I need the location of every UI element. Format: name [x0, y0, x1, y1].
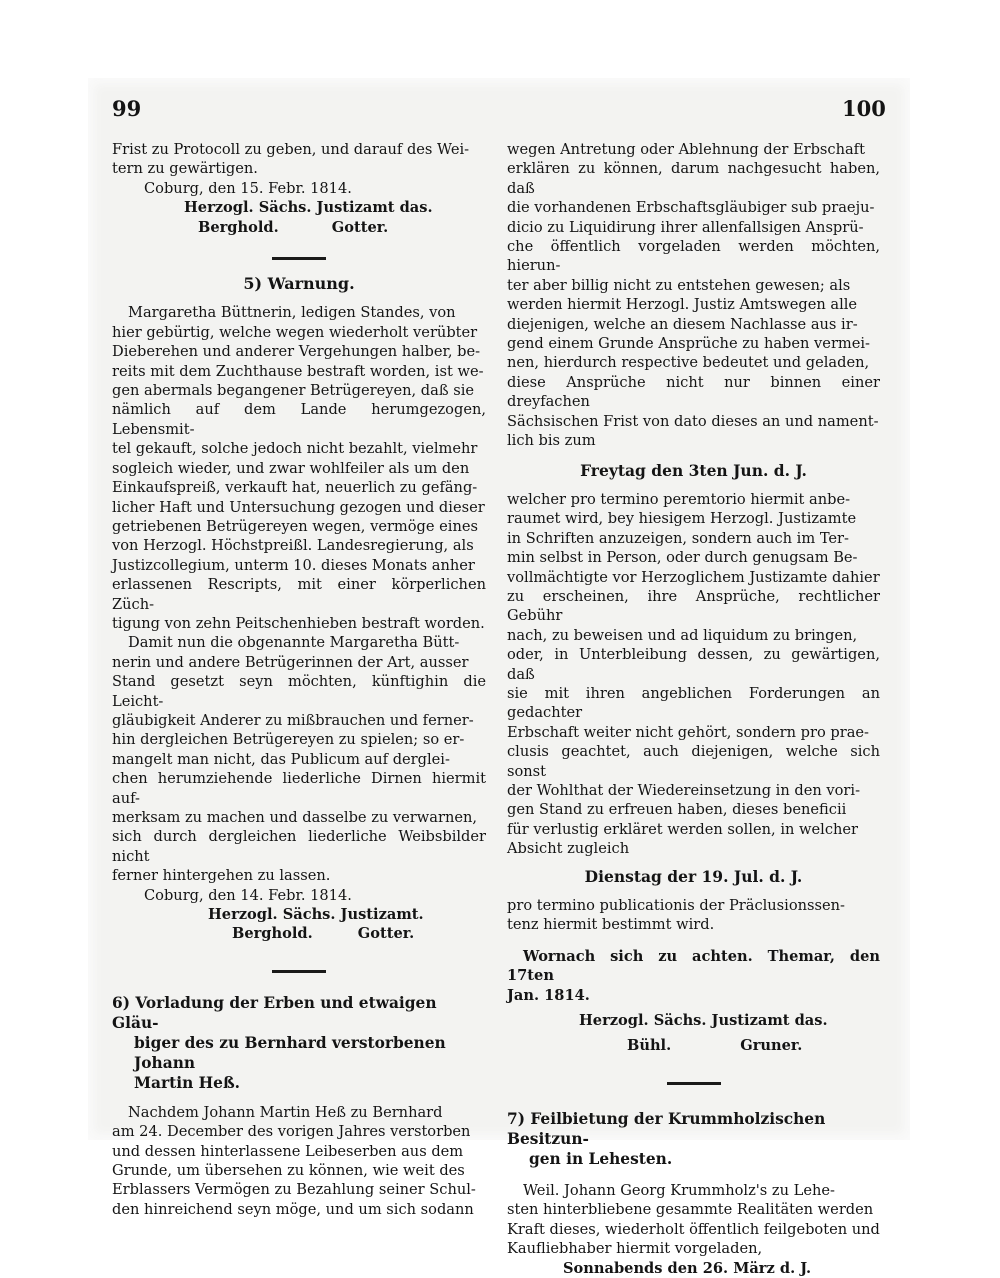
text-line: tenz hiermit bestimmt wird. [507, 916, 715, 934]
text-line: nerin und andere Betrügerinnen der Art, ausser [112, 653, 469, 671]
text-line: gend einem Grunde Ansprüche zu haben vermei- [507, 335, 870, 353]
text-line: clusis geachtet, auch diejenigen, welche sich sonst [507, 743, 880, 780]
text-line: Kaufliebhaber hiermit vorgeladen, [507, 1240, 763, 1258]
text-line: merksam zu machen und dasselbe zu verwarnen, [112, 809, 478, 826]
text-line: Erblassers Vermögen zu Bezahlung seiner Schul- [112, 1181, 476, 1199]
text-line: hier gebürtig, welche wegen wiederholt verübter [112, 323, 478, 341]
section-5-office: Herzogl. Sächs. Justizamt. [208, 906, 424, 924]
text-line: der Wohlthat der Wiedereinsetzung in den vori- [507, 782, 861, 799]
text-line: lich bis zum [507, 432, 596, 450]
text-line: hin dergleichen Betrügereyen zu spielen; so er- [112, 731, 465, 749]
intro-paragraph [112, 140, 486, 179]
text-line: tigung von zehn Peitschenhieben bestraft worden. [112, 614, 485, 632]
text-line: nämlich auf dem Lande herumgezogen, Lebensmit- [112, 401, 486, 438]
section-5-heading: 5) Warnung. [243, 274, 355, 294]
section-5-date: Coburg, den 14. Febr. 1814. [144, 886, 352, 904]
court-office: Herzogl. Sächs. Justizamt das. [579, 1012, 828, 1030]
court-signatures: Bühl. Gruner. [627, 1037, 803, 1055]
text-line: am 24. December des vorigen Jahres verstorben [112, 1123, 471, 1141]
text-line: oder, in Unterbleibung dessen, zu gewärtigen, daß [507, 646, 880, 683]
text-line: zu erscheinen, ihre Ansprüche, rechtlicher Gebühr [507, 587, 880, 625]
text-line: Jan. 1814. [507, 986, 590, 1004]
text-line: min selbst in Person, oder durch genugsam Be- [507, 549, 858, 567]
text-line: tel gekauft, solche jedoch nicht bezahlt, vielmehr [112, 440, 478, 458]
intro-signatures: Berghold. Gotter. [198, 218, 389, 236]
left-column [112, 140, 486, 1219]
text-line: Stand gesetzt seyn möchten, künftighin die Leicht- [112, 673, 486, 710]
text-line: den hinreichend seyn möge, und um sich sodann [112, 1200, 474, 1218]
text-line: diejenigen, welche an diesem Nachlasse aus ir- [507, 315, 858, 333]
text-line: Absicht zugleich [507, 840, 630, 858]
text-line: und dessen hinterlassene Leibeserben aus dem [112, 1142, 464, 1160]
text-line: erklären zu können, darum nachgesucht haben, daß [507, 160, 880, 197]
heading-line: 7) Feilbietung der Krummholzischen Besitzun- [507, 1109, 826, 1148]
text-line: sten hinterbliebene gesammte Realitäten werden [507, 1201, 874, 1219]
text-line: die vorhandenen Erbschaftsgläubiger sub praeju- [507, 199, 875, 217]
text-line: Nachdem Johann Martin Heß zu Bernhard [128, 1103, 443, 1121]
text-line: Wornach sich zu achten. Themar, den 17ten [507, 947, 880, 985]
page-number-left: 99 [112, 96, 142, 121]
text-line: nach, zu beweisen und ad liquidum zu bringen, [507, 626, 858, 644]
text-line: tern zu gewärtigen. [112, 160, 258, 178]
section-7-body [507, 1181, 880, 1259]
section-7-date: Sonnabends den 26. März d. J. [563, 1259, 812, 1277]
section-6-continued-2 [507, 490, 880, 859]
text-line: Erbschaft weiter nicht gehört, sondern pro prae- [507, 723, 869, 741]
section-6-heading [112, 993, 486, 1093]
text-line: ferner hintergehen zu lassen. [112, 867, 331, 885]
text-line: sie mit ihren angeblichen Forderungen an gedachter [507, 684, 880, 722]
section-6-body [112, 1103, 486, 1219]
text-line: Damit nun die obgenannte Margaretha Bütt- [128, 634, 460, 652]
heading-line: 6) Vorladung der Erben und etwaigen Gläu- [112, 993, 437, 1032]
text-line: gläubigkeit Anderer zu mißbrauchen und ferner- [112, 711, 474, 729]
term-date-1: Freytag den 3ten Jun. d. J. [580, 460, 807, 480]
intro-date: Coburg, den 15. Febr. 1814. [144, 179, 352, 197]
text-line: raumet wird, bey hiesigem Herzogl. Justizamte [507, 510, 857, 528]
heading-line: gen in Lehesten. [529, 1149, 673, 1168]
text-line: wegen Antretung oder Ablehnung der Erbschaft [507, 141, 865, 158]
section-5-body-2 [112, 633, 486, 885]
closing-statement [507, 947, 880, 1005]
text-line: nen, hierdurch respective bedeutet und geladen, [507, 354, 870, 372]
text-line: Weil. Johann Georg Krummholz's zu Lehe- [523, 1181, 835, 1199]
text-line: dicio zu Liquidirung ihrer allenfallsigen Ansprü- [507, 218, 864, 236]
text-line: Sächsischen Frist von dato dieses an und nament- [507, 412, 879, 430]
text-line: Justizcollegium, unterm 10. dieses Monats anher [112, 556, 475, 574]
section-divider [272, 257, 326, 260]
text-line: Grunde, um übersehen zu können, wie weit des [112, 1162, 465, 1180]
text-line: in Schriften anzuzeigen, sondern auch im Ter- [507, 529, 849, 547]
text-line: mangelt man nicht, das Publicum auf derglei- [112, 750, 450, 768]
page-number-right: 100 [842, 96, 886, 121]
section-7-heading [507, 1109, 880, 1169]
right-column [507, 140, 880, 1278]
text-line: reits mit dem Zuchthause bestraft worden, ist we- [112, 362, 484, 380]
section-divider [667, 1082, 721, 1085]
text-line: gen Stand zu erfreuen haben, dieses beneficii [507, 801, 847, 819]
text-line: licher Haft und Untersuchung gezogen und dieser [112, 498, 485, 516]
text-line: vollmächtigte vor Herzoglichem Justizamte dahier [507, 568, 880, 586]
text-line: für verlustig erkläret werden sollen, in welcher [507, 820, 859, 838]
text-line: diese Ansprüche nicht nur binnen einer dreyfachen [507, 373, 880, 411]
text-line: sich durch dergleichen liederliche Weibsbilder nicht [112, 828, 486, 865]
heading-line: biger des zu Bernhard verstorbenen Johann [134, 1033, 446, 1072]
section-divider [272, 970, 326, 973]
text-line: sogleich wieder, und zwar wohlfeiler als um den [112, 459, 470, 477]
intro-office: Herzogl. Sächs. Justizamt das. [184, 199, 433, 217]
term-date-2: Dienstag der 19. Jul. d. J. [584, 866, 803, 886]
section-5-signatures: Berghold. Gotter. [232, 925, 415, 943]
text-line: getriebenen Betrügereyen wegen, vermöge eines [112, 517, 478, 535]
text-line: von Herzogl. Höchstpreißl. Landesregierung, als [112, 537, 474, 555]
section-5-body [112, 303, 486, 633]
text-line: gen abermals begangener Betrügereyen, daß sie [112, 382, 475, 400]
text-line: che öffentlich vorgeladen werden möchten, hierun- [507, 238, 880, 275]
text-line: Dieberehen und anderer Vergehungen halber, be- [112, 343, 481, 361]
text-line: chen herumziehende liederliche Dirnen hiermit auf- [112, 770, 486, 807]
text-line: welcher pro termino peremtorio hiermit anbe- [507, 490, 851, 508]
text-line: Frist zu Protocoll zu geben, und darauf des Wei- [112, 141, 470, 158]
text-line: erlassenen Rescripts, mit einer körperlichen Züch- [112, 576, 486, 613]
section-6-continued [507, 140, 880, 451]
text-line: Margaretha Büttnerin, ledigen Standes, von [128, 304, 456, 322]
heading-line: Martin Heß. [134, 1073, 241, 1092]
section-6-continued-3 [507, 896, 880, 935]
text-line: Kraft dieses, wiederholt öffentlich feilgeboten und [507, 1220, 880, 1238]
text-line: pro termino publicationis der Präclusionssen- [507, 897, 845, 915]
text-line: ter aber billig nicht zu entstehen gewesen; als [507, 276, 851, 294]
text-line: Einkaufspreiß, verkauft hat, neuerlich zu gefäng- [112, 479, 478, 497]
text-line: werden hiermit Herzogl. Justiz Amtswegen alle [507, 296, 858, 314]
